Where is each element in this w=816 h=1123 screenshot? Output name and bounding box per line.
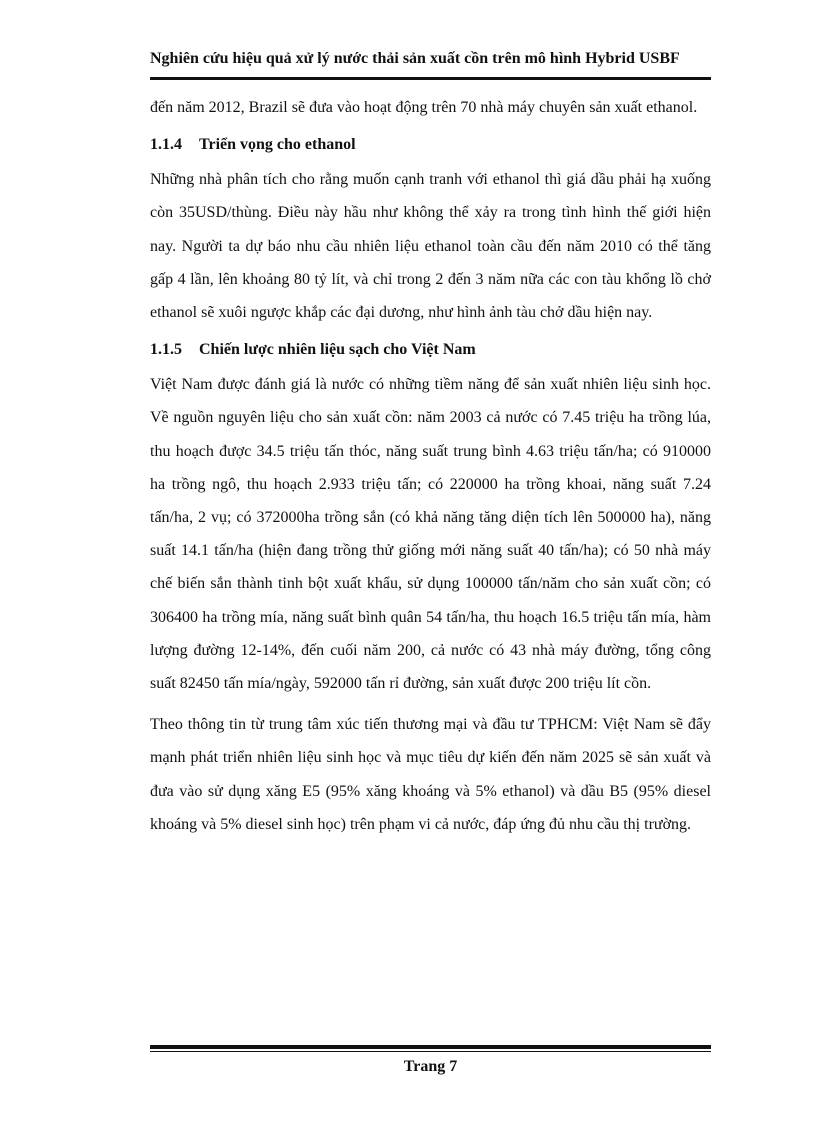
section-1-1-5-paragraph-2: Theo thông tin từ trung tâm xúc tiến thương mại và đầu tư TPHCM: Việt Nam sẽ đẩy mạnh phát triển nhiên liệu sinh học và mục tiêu dự kiến đến năm 2025 sẽ sản xuất và đưa vào sử dụng xăng E5 (95% xăng khoáng và 5% ethanol) và dầu B5 (95% diesel khoáng và 5% diesel sinh học) trên phạm vi cả nước, đáp ứng đủ nhu cầu thị trường. [150,716,711,833]
page-number: Trang 7 [403,1058,458,1075]
page-body [150,91,711,841]
section-title: Triển vọng cho ethanol [199,136,356,154]
section-1-1-5-paragraph-1: Việt Nam được đánh giá là nước có những tiềm năng để sản xuất nhiên liệu sinh học. Về nguồn nguyên liệu cho sản xuất cồn: năm 2003 cả nước có 7.45 triệu ha trồng lúa, thu hoạch được 34.5 triệu tấn thóc, năng suất trung bình 4.63 triệu tấn/ha; có 910000 ha trồng ngô, thu hoạch 2.933 triệu tấn; có 220000 ha trồng khoai, năng suất 7.24 tấn/ha, 2 vụ; có 372000ha trồng sắn (có khả năng tăng diện tích lên 500000 ha), năng suất 14.1 tấn/ha (hiện đang trồng thử giống mới năng suất 40 tấn/ha); có 50 nhà máy chế biến sắn thành tinh bột xuất khẩu, sử dụng 100000 tấn/năm cho sản xuất cồn; có 306400 ha trồng mía, năng suất bình quân 54 tấn/ha, thu hoạch 16.5 triệu tấn mía, hàm lượng đường 12-14%, đến cuối năm 200, cả nước có 43 nhà máy đường, tổng công suất 82450 tấn mía/ngày, 592000 tấn rỉ đường, sản xuất được 200 triệu lít cồn. [150,376,711,693]
section-heading-1-1-5 [150,333,711,366]
section-number: 1.1.4 [150,136,182,154]
footer-divider-thin [150,1051,711,1052]
section-1-1-4-paragraph: Những nhà phân tích cho rằng muốn cạnh tranh với ethanol thì giá dầu phải hạ xuống còn 35USD/thùng. Điều này hầu như không thể xảy ra trong tình hình thế giới hiện nay. Người ta dự báo nhu cầu nhiên liệu ethanol toàn cầu đến năm 2010 có thể tăng gấp 4 lần, lên khoảng 80 tỷ lít, và chỉ trong 2 đến 3 năm nữa các con tàu khổng lồ chở ethanol sẽ xuôi ngược khắp các đại dương, như hình ảnh tàu chở dầu hiện nay. [150,171,711,322]
footer-divider-thick [150,1045,711,1049]
section-title: Chiến lược nhiên liệu sạch cho Việt Nam [199,341,476,359]
section-number: 1.1.5 [150,341,182,359]
header-divider [150,77,711,80]
section-heading-1-1-4 [150,128,711,161]
running-header: Nghiên cứu hiệu quả xử lý nước thải sản xuất cồn trên mô hình Hybrid USBF [150,50,680,67]
intro-paragraph: đến năm 2012, Brazil sẽ đưa vào hoạt động trên 70 nhà máy chuyên sản xuất ethanol. [150,99,698,116]
